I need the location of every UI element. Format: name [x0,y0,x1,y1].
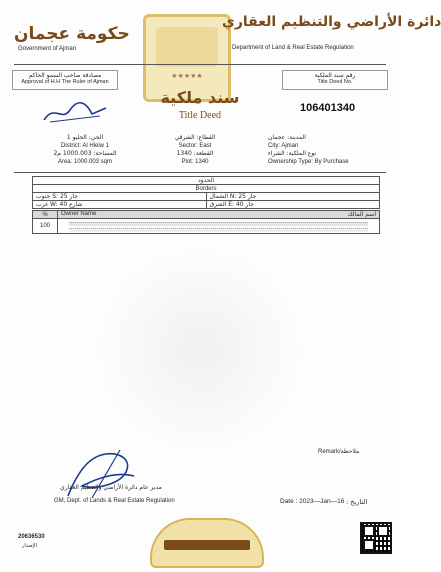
info-left [40,134,130,166]
seal-banner [164,540,250,550]
deed-no-english: Title Deed No. [317,79,353,85]
deed-number-value: 106401340 [300,102,356,114]
remark-label: Remark/ملاحظة [318,449,360,455]
stamp-number: 20636530 [18,534,45,540]
date-arabic: : التاريخ [346,498,368,506]
borders-title-english: Borders [195,185,217,192]
gov-name-arabic: حكومة عجمان [14,24,130,44]
stamp-sub: الإصدار [22,543,37,549]
signatory-english: GM, Dept. of Lands & Real Estate Regulation [54,498,175,504]
info-mid [150,134,240,166]
area-arabic: المساحة: 1000.003 م2 [53,150,117,157]
approval-signature [40,96,110,126]
owner-header-arabic: اسم المالك [347,211,376,218]
owner-header-english: Owner Name [61,211,97,217]
ownership-english: Ownership Type: By Purchase [268,159,349,165]
header-divider [14,64,386,65]
owner-name-redacted [69,222,368,226]
title-english: Title Deed [178,110,222,121]
gov-name-english: Government of Ajman [18,46,77,52]
border-south [33,193,207,201]
stars-icon: ★★★★★ [171,72,203,80]
gm-signature [62,446,142,506]
owner-percent-cell [33,219,58,234]
owner-header [58,211,380,219]
dept-name-arabic: دائرة الأراضي والتنظيم العقاري [222,14,441,30]
district-english: District: Al Hleiw 1 [60,143,109,149]
bottom-gold-seal [150,518,264,568]
borders-title-arabic: الحدود [197,177,215,184]
title-arabic: سند ملكية [160,88,240,107]
border-east-text: الشرق E: جار 40 [209,201,254,208]
city-english: City: Ajman [268,143,299,149]
plot-english: Plot: 1340 [181,159,209,165]
border-east [206,201,380,209]
owners-table [32,210,380,234]
border-north [206,193,380,201]
ownership-arabic: نوع الملكية: الشراء [268,150,317,157]
deed-number-label-box [282,70,388,90]
central-watermark [90,250,310,450]
dept-name-english: Department of Land & Real Estate Regulation [232,45,354,51]
date-english: Date : 2023—Jan—16 [280,498,345,505]
owner-percent-value: 100 [39,223,50,229]
qr-code-icon [360,522,392,554]
borders-subheader [33,185,380,193]
info-divider [14,172,386,173]
approval-english: Approval of H.H The Ruler of Ajman [21,79,109,85]
plot-arabic: القطعة: 1340 [176,150,214,157]
deed-no-arabic: رقم سند الملكية [314,72,356,79]
borders-header [33,177,380,185]
approval-box [12,70,118,90]
signatory-arabic: مدير عام دائرة الأراضي والتنظيم العقاري [60,484,162,491]
border-west [33,201,207,209]
info-right [268,134,378,166]
border-north-text: الشمال N: جار 25 [209,193,257,200]
border-south-text: جنوب S: جار 25 [36,193,78,200]
city-arabic: المدينة: عجمان [268,134,306,141]
sector-arabic: القطاع: الشرقي [174,134,216,141]
sector-english: Sector: East [178,143,212,149]
district-arabic: الحي: الحليو 1 [66,134,104,141]
owner-name-redacted-2 [69,228,368,232]
borders-table [32,176,380,209]
area-english: Area: 1000.003 sqm [57,159,113,165]
percent-header-text: % [42,211,48,218]
border-west-text: غرب W: شارع 40 [36,201,83,208]
owner-name-cell [58,219,380,234]
approval-arabic: مصادقة صاحب السمو الحاكم [28,72,102,79]
percent-header [33,211,58,219]
